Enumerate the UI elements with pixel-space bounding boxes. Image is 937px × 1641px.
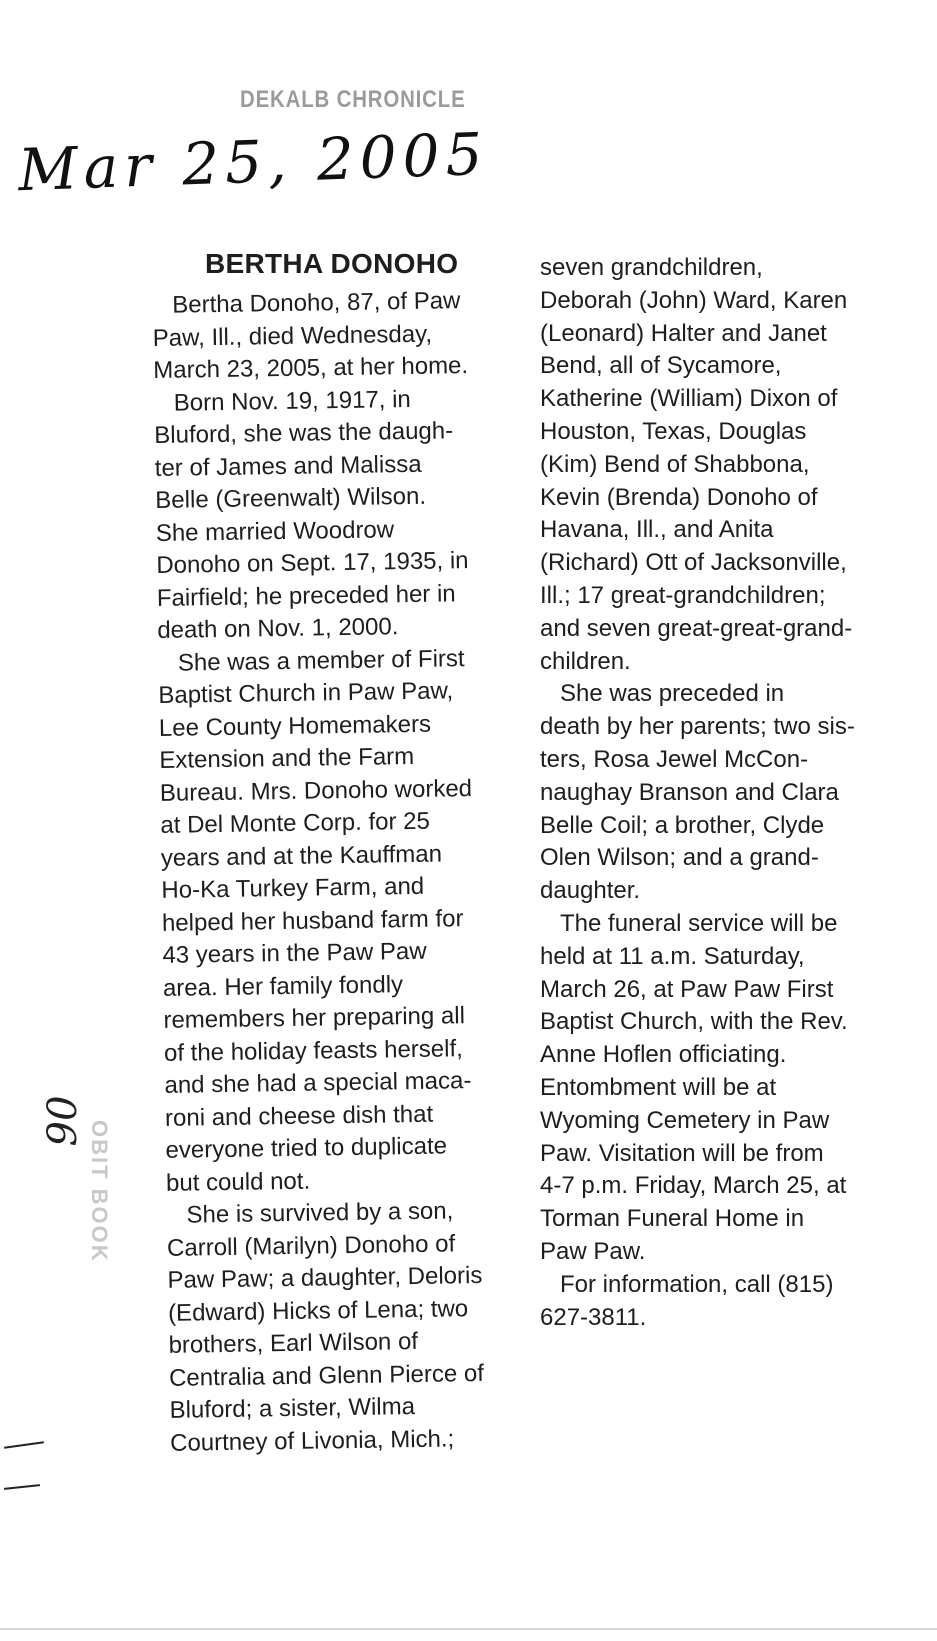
text-line: held at 11 a.m. Saturday, bbox=[540, 942, 805, 970]
text-line: Kevin (Brenda) Donoho of bbox=[540, 483, 818, 511]
text-line: but could not. bbox=[165, 1167, 311, 1197]
text-line: seven grandchildren, bbox=[540, 254, 763, 281]
text-line: and she had a special maca- bbox=[164, 1067, 472, 1099]
text-line: For information, call (815) bbox=[560, 1270, 834, 1298]
text-line: at Del Monte Corp. for 25 bbox=[160, 807, 431, 839]
text-line: and seven great-great-grand- bbox=[540, 614, 853, 642]
text-line: brothers, Earl Wilson of bbox=[168, 1327, 419, 1359]
text-line: of the holiday feasts herself, bbox=[163, 1034, 464, 1067]
text-line: remembers her preparing all bbox=[163, 1002, 466, 1034]
text-line: Baptist Church in Paw Paw, bbox=[158, 677, 454, 709]
side-handwritten-note: 06 bbox=[36, 1095, 83, 1147]
handwritten-date: Mar 25, 2005 bbox=[16, 119, 490, 205]
text-line: Belle Coil; a brother, Clyde bbox=[540, 811, 825, 839]
scan-edge bbox=[0, 1628, 937, 1630]
text-line: Houston, Texas, Douglas bbox=[540, 417, 807, 445]
text-line: Bluford, she was the daugh- bbox=[154, 417, 454, 449]
text-line: Torman Funeral Home in bbox=[540, 1205, 805, 1233]
text-line: March 23, 2005, at her home. bbox=[153, 352, 469, 384]
text-line: She was a member of First bbox=[177, 644, 465, 677]
text-line: Wyoming Cemetery in Paw bbox=[540, 1106, 830, 1134]
text-line: Bureau. Mrs. Donoho worked bbox=[159, 774, 473, 807]
text-line: (Edward) Hicks of Lena; two bbox=[167, 1294, 469, 1327]
text-line: Paw Paw; a daughter, Deloris bbox=[167, 1261, 483, 1294]
text-line: Extension and the Farm bbox=[159, 742, 415, 774]
text-line: 4-7 p.m. Friday, March 25, at bbox=[540, 1172, 847, 1200]
obituary-left-column bbox=[152, 285, 485, 1460]
text-line: Paw. Visitation will be from bbox=[540, 1139, 824, 1167]
text-line: Bend, all of Sycamore, bbox=[540, 352, 782, 380]
text-line: Baptist Church, with the Rev. bbox=[540, 1008, 848, 1036]
text-line: Bertha Donoho, 87, of Paw bbox=[172, 287, 461, 319]
obituary-right-column bbox=[540, 252, 855, 1334]
text-line: Centralia and Glenn Pierce of bbox=[168, 1359, 485, 1392]
text-line: She was preceded in bbox=[560, 680, 785, 708]
text-line: Entombment will be at bbox=[540, 1073, 777, 1101]
text-line: death by her parents; two sis- bbox=[540, 713, 855, 741]
text-line: naughay Branson and Clara bbox=[540, 778, 839, 806]
obit-book-stamp: OBIT BOOK bbox=[87, 1120, 112, 1263]
text-line: death on Nov. 1, 2000. bbox=[157, 613, 399, 644]
text-line: 43 years in the Paw Paw bbox=[162, 937, 427, 969]
text-line: (Richard) Ott of Jacksonville, bbox=[540, 549, 847, 577]
text-line: Ill.; 17 great-grandchildren; bbox=[540, 581, 826, 609]
text-line: Olen Wilson; and a grand- bbox=[540, 844, 819, 872]
margin-pen-mark bbox=[4, 1484, 40, 1490]
text-line: (Kim) Bend of Shabbona, bbox=[540, 450, 810, 478]
text-line: Bluford; a sister, Wilma bbox=[169, 1393, 416, 1424]
obituary-headline: BERTHA DONOHO bbox=[205, 248, 459, 279]
text-line: She married Woodrow bbox=[155, 515, 395, 547]
text-line: Carroll (Marilyn) Donoho of bbox=[166, 1229, 456, 1262]
text-line: years and at the Kauffman bbox=[160, 840, 443, 872]
text-line: She is survived by a son, bbox=[186, 1197, 454, 1229]
text-line: Born Nov. 19, 1917, in bbox=[173, 385, 412, 417]
text-line: everyone tried to duplicate bbox=[165, 1132, 448, 1164]
text-line: (Leonard) Halter and Janet bbox=[540, 319, 827, 347]
newspaper-name-stamp: DEKALB CHRONICLE bbox=[240, 86, 466, 113]
text-line: Fairfield; he preceded her in bbox=[156, 579, 456, 612]
text-line: Deborah (John) Ward, Karen bbox=[540, 286, 848, 314]
text-line: Lee County Homemakers bbox=[158, 710, 432, 742]
margin-pen-mark bbox=[4, 1441, 44, 1449]
text-line: 627-3811. bbox=[540, 1303, 647, 1331]
text-line: Anne Hoflen officiating. bbox=[540, 1041, 787, 1069]
text-line: Havana, Ill., and Anita bbox=[540, 516, 774, 544]
text-line: ter of James and Malissa bbox=[154, 450, 422, 482]
text-line: Ho-Ka Turkey Farm, and bbox=[161, 872, 425, 904]
text-line: area. Her family fondly bbox=[162, 970, 404, 1002]
text-line: children. bbox=[540, 647, 631, 675]
text-line: The funeral service will be bbox=[560, 909, 838, 937]
text-line: daughter. bbox=[540, 877, 641, 905]
text-line: Courtney of Livonia, Mich.; bbox=[169, 1424, 455, 1457]
text-line: Donoho on Sept. 17, 1935, in bbox=[156, 547, 469, 579]
text-line: roni and cheese dish that bbox=[164, 1100, 434, 1132]
text-line: Belle (Greenwalt) Wilson. bbox=[155, 482, 427, 514]
text-line: March 26, at Paw Paw First bbox=[540, 975, 834, 1003]
text-line: Katherine (William) Dixon of bbox=[540, 385, 838, 413]
text-line: Paw Paw. bbox=[540, 1237, 646, 1265]
text-line: helped her husband farm for bbox=[161, 904, 464, 937]
text-line: Paw, Ill., died Wednesday, bbox=[152, 320, 433, 352]
text-line: ters, Rosa Jewel McCon- bbox=[540, 745, 809, 773]
